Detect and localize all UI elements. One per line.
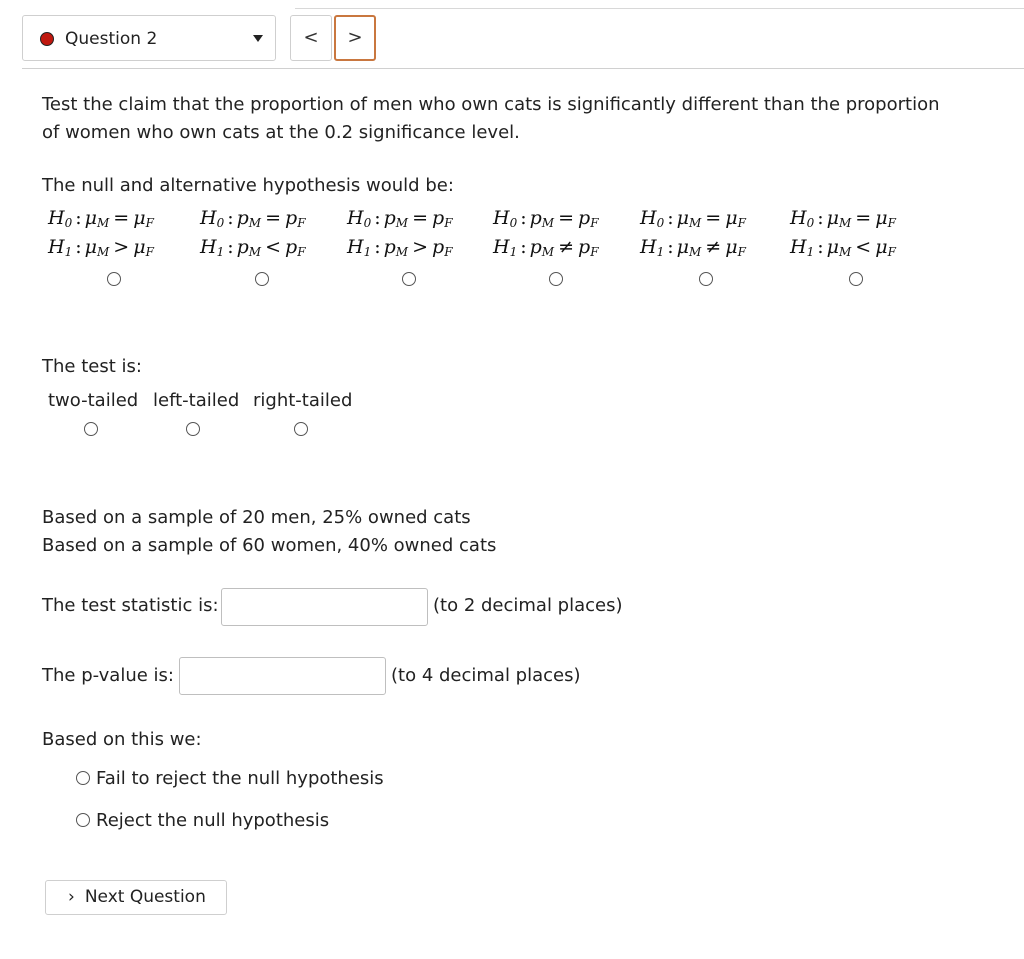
- h1-relation: >: [412, 236, 429, 258]
- hypothesis-4-radio[interactable]: [549, 272, 563, 286]
- h1-var-f: μ: [875, 236, 888, 258]
- h0-var-f: p: [432, 207, 445, 229]
- hypothesis-4-alternative: $H_1$ : $p_M \ne p_F$: [493, 236, 599, 259]
- test-heading: The test is:: [42, 356, 142, 377]
- question-selector-label: Question 2: [65, 29, 158, 49]
- test-statistic-hint: (to 2 decimal places): [433, 595, 623, 616]
- h1-var-m: μ: [84, 236, 97, 258]
- decision-reject-radio[interactable]: [76, 813, 90, 827]
- next-question-button[interactable]: [45, 880, 227, 915]
- h1-relation: <: [855, 236, 872, 258]
- decision-option-reject[interactable]: [76, 810, 329, 831]
- question-selector[interactable]: [22, 15, 276, 61]
- hypothesis-5-radio[interactable]: [699, 272, 713, 286]
- hypothesis-3-radio[interactable]: [402, 272, 416, 286]
- header-divider: [22, 68, 1024, 69]
- p-value-label: The p-value is:: [42, 665, 174, 686]
- sample-women: Based on a sample of 60 women, 40% owned cats: [42, 535, 497, 556]
- h0-var-m: μ: [676, 207, 689, 229]
- hypothesis-1-alternative: $H_1$ : $\mu_M > \mu_F$: [48, 236, 154, 259]
- h1-relation: >: [113, 236, 130, 258]
- h0-relation: =: [265, 207, 282, 229]
- h0-var-m: p: [236, 207, 249, 229]
- decision-fail-radio[interactable]: [76, 771, 90, 785]
- test-option-right-tailed-label: right-tailed: [253, 390, 353, 411]
- hypothesis-1-radio[interactable]: [107, 272, 121, 286]
- status-dot-icon: [40, 32, 54, 46]
- hypothesis-2-radio[interactable]: [255, 272, 269, 286]
- h0-relation: =: [113, 207, 130, 229]
- hypothesis-heading: The null and alternative hypothesis would be:: [42, 175, 454, 196]
- h1-var-m: μ: [676, 236, 689, 258]
- previous-question-button[interactable]: <: [290, 15, 332, 61]
- hypothesis-4-null: $H_0$ : $p_M = p_F$: [493, 207, 599, 230]
- hypothesis-3-alternative: $H_1$ : $p_M > p_F$: [347, 236, 453, 259]
- hypothesis-5-null: $H_0$ : $\mu_M = \mu_F$: [640, 207, 746, 230]
- p-value-input[interactable]: [179, 657, 386, 695]
- hypothesis-6-null: $H_0$ : $\mu_M = \mu_F$: [790, 207, 896, 230]
- hypothesis-6-radio[interactable]: [849, 272, 863, 286]
- h1-var-m: p: [383, 236, 396, 258]
- h1-var-f: μ: [133, 236, 146, 258]
- decision-option-fail-to-reject[interactable]: [76, 768, 384, 789]
- chevron-right-icon: ›: [68, 887, 75, 907]
- prompt-line-2: of women who own cats at the 0.2 significance level.: [42, 122, 520, 143]
- h1-relation: <: [265, 236, 282, 258]
- h1-var-m: μ: [826, 236, 839, 258]
- decision-reject-label: Reject the null hypothesis: [96, 810, 330, 831]
- h1-var-f: p: [432, 236, 445, 258]
- hypothesis-6-alternative: $H_1$ : $\mu_M < \mu_F$: [790, 236, 896, 259]
- test-option-right-tailed-radio[interactable]: [294, 422, 308, 436]
- h0-var-f: p: [285, 207, 298, 229]
- decision-heading: Based on this we:: [42, 729, 202, 750]
- h0-relation: =: [705, 207, 722, 229]
- hypothesis-2-alternative: $H_1$ : $p_M < p_F$: [200, 236, 306, 259]
- test-option-two-tailed-radio[interactable]: [84, 422, 98, 436]
- sample-men: Based on a sample of 20 men, 25% owned cats: [42, 507, 471, 528]
- test-option-left-tailed-label: left-tailed: [153, 390, 240, 411]
- hypothesis-1-null: $H_0$ : $\mu_M = \mu_F$: [48, 207, 154, 230]
- h1-var-f: p: [285, 236, 298, 258]
- h0-var-f: μ: [133, 207, 146, 229]
- h0-var-f: p: [578, 207, 591, 229]
- question-prompt: [42, 91, 982, 147]
- caret-down-icon: [253, 35, 263, 42]
- test-statistic-label: The test statistic is:: [42, 595, 219, 616]
- hypothesis-3-null: $H_0$ : $p_M = p_F$: [347, 207, 453, 230]
- test-statistic-input[interactable]: [221, 588, 428, 626]
- test-option-left-tailed-radio[interactable]: [186, 422, 200, 436]
- h1-var-f: μ: [725, 236, 738, 258]
- h1-var-m: p: [529, 236, 542, 258]
- hypothesis-5-alternative: $H_1$ : $\mu_M \ne \mu_F$: [640, 236, 746, 259]
- h0-var-m: p: [383, 207, 396, 229]
- h0-var-m: μ: [84, 207, 97, 229]
- h1-relation: ≠: [558, 236, 575, 258]
- p-value-hint: (to 4 decimal places): [391, 665, 581, 686]
- h0-relation: =: [558, 207, 575, 229]
- h0-relation: =: [412, 207, 429, 229]
- top-divider: [295, 8, 1024, 9]
- next-question-label: Next Question: [84, 887, 206, 907]
- h0-var-m: μ: [826, 207, 839, 229]
- test-option-two-tailed-label: two-tailed: [48, 390, 139, 411]
- h1-relation: ≠: [705, 236, 722, 258]
- decision-fail-label: Fail to reject the null hypothesis: [96, 768, 384, 789]
- h0-var-m: p: [529, 207, 542, 229]
- h0-var-f: μ: [725, 207, 738, 229]
- prompt-line-1: Test the claim that the proportion of men who own cats is significantly different than the proportion: [42, 94, 940, 115]
- h1-var-m: p: [236, 236, 249, 258]
- h0-var-f: μ: [875, 207, 888, 229]
- hypothesis-2-null: $H_0$ : $p_M = p_F$: [200, 207, 306, 230]
- next-question-nav-button[interactable]: >: [334, 15, 376, 61]
- h1-var-f: p: [578, 236, 591, 258]
- h0-relation: =: [855, 207, 872, 229]
